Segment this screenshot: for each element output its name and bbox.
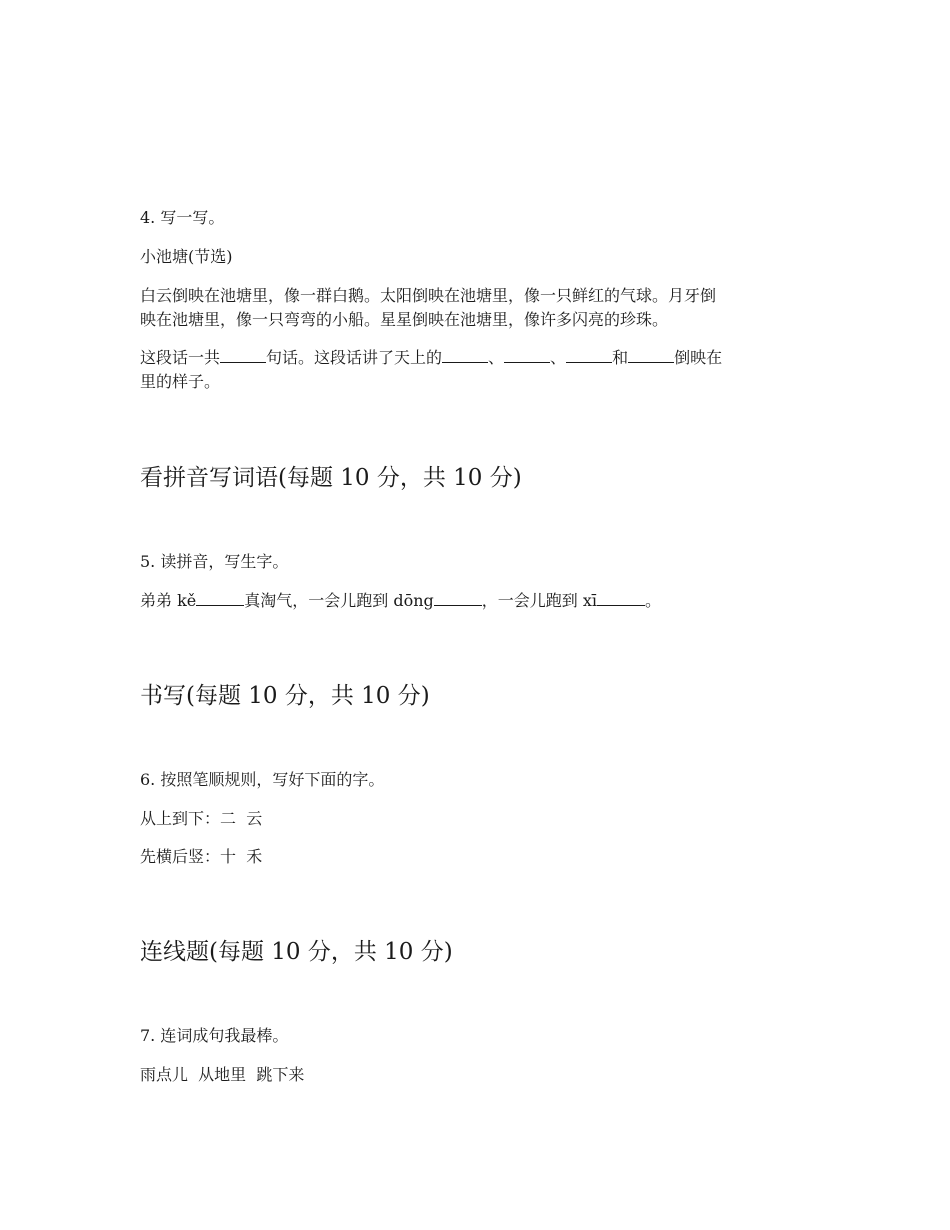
answer-blank-3[interactable] — [566, 346, 612, 363]
question-4-fill-line-2: 里的样子。 — [140, 372, 221, 391]
stroke-rule-line-2 — [140, 845, 262, 869]
section-heading-matching: 连线题(每题 10 分，共 10 分) — [140, 939, 453, 965]
answer-blank-xi[interactable] — [597, 589, 645, 606]
stroke-rule-label-1: 从上到下： — [140, 809, 221, 828]
answer-blank-ke[interactable] — [196, 589, 244, 606]
answer-blank-dong[interactable] — [434, 589, 482, 606]
question-7-title: 7. 连词成句我最棒。 — [140, 1026, 289, 1045]
fill-text-c: 倒映在 — [674, 348, 723, 367]
answer-blank-sentence-count[interactable] — [220, 346, 266, 363]
passage-text — [140, 284, 830, 332]
question-4-fill-line — [140, 346, 722, 370]
section-heading-writing: 书写(每题 10 分，共 10 分) — [140, 683, 430, 709]
stroke-rule-chars-1: 二 云 — [220, 809, 263, 828]
fill-sep-1: 、 — [488, 348, 505, 367]
q5-text-a: 弟弟 kě — [140, 591, 197, 610]
answer-blank-4[interactable] — [628, 346, 674, 363]
stroke-rule-chars-2: 十 禾 — [220, 847, 263, 866]
stroke-rule-line-1 — [140, 807, 262, 831]
answer-blank-2[interactable] — [504, 346, 550, 363]
fill-and: 和 — [612, 348, 629, 367]
q5-text-d: 。 — [645, 591, 662, 610]
stroke-rule-label-2: 先横后竖： — [140, 847, 221, 866]
question-5-title: 5. 读拼音，写生字。 — [140, 552, 289, 571]
passage-line-1: 白云倒映在池塘里，像一群白鹅。太阳倒映在池塘里，像一只鲜红的气球。月牙倒 — [140, 286, 717, 305]
fill-text-b: 句话。这段话讲了天上的 — [266, 348, 443, 367]
section-heading-pinyin: 看拼音写词语(每题 10 分，共 10 分) — [140, 465, 522, 491]
question-6-title: 6. 按照笔顺规则，写好下面的字。 — [140, 770, 385, 789]
answer-blank-1[interactable] — [442, 346, 488, 363]
passage-title: 小池塘(节选) — [140, 247, 233, 266]
fill-sep-2: 、 — [550, 348, 567, 367]
passage-line-2: 映在池塘里，像一只弯弯的小船。星星倒映在池塘里，像许多闪亮的珍珠。 — [140, 310, 669, 329]
word-group: 雨点儿 从地里 跳下来 — [140, 1065, 305, 1084]
q5-text-b: 真淘气，一会儿跑到 dōng — [244, 591, 434, 610]
question-4-title: 4. 写一写。 — [140, 208, 225, 227]
fill-text-a: 这段话一共 — [140, 348, 221, 367]
q5-text-c: ，一会儿跑到 xī — [481, 591, 598, 610]
question-5-fill-line — [140, 589, 661, 613]
